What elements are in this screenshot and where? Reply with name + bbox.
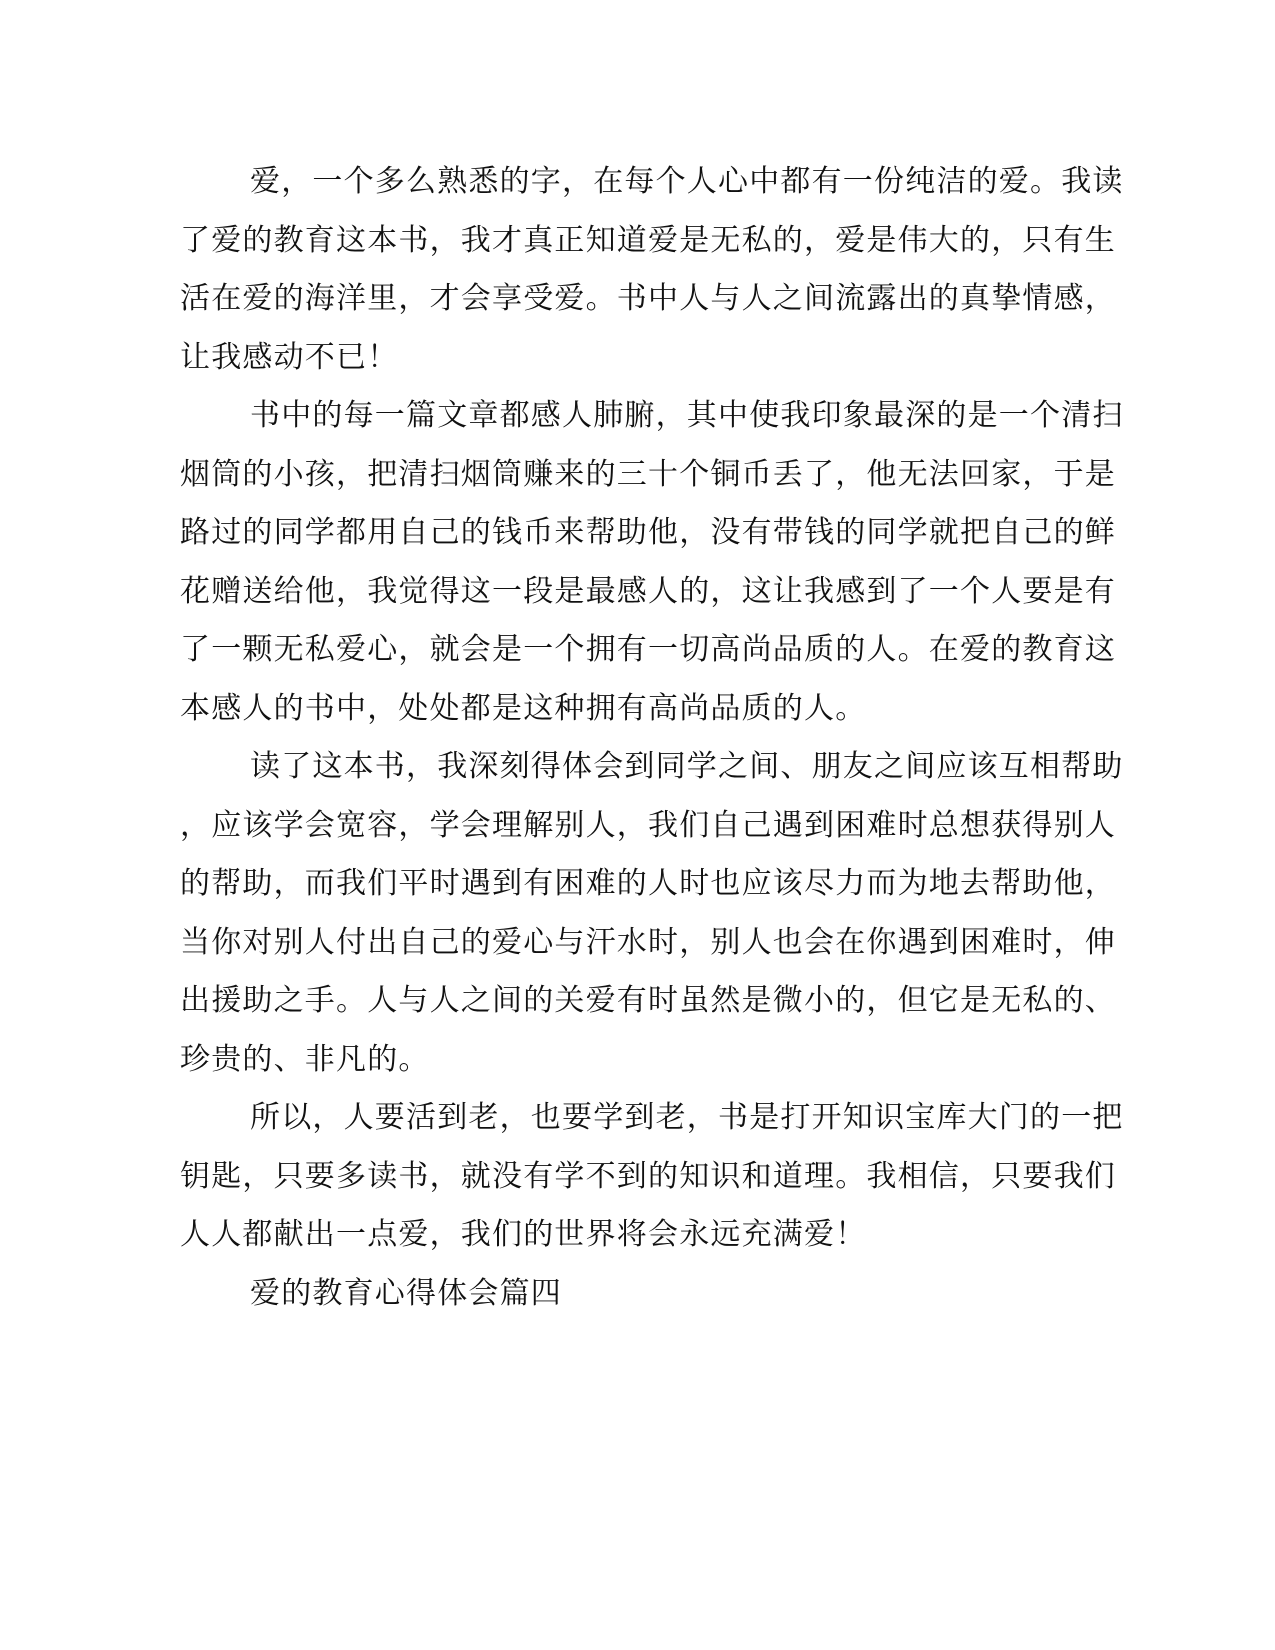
text-line: 了一颗无私爱心，就会是一个拥有一切高尚品质的人。在爱的教育这	[180, 632, 1116, 667]
text-line: 的帮助，而我们平时遇到有困难的人时也应该尽力而为地去帮助他，	[180, 866, 1116, 901]
text-line: 本感人的书中，处处都是这种拥有高尚品质的人。	[180, 691, 867, 726]
text-line: 烟筒的小孩，把清扫烟筒赚来的三十个铜币丢了，他无法回家，于是	[180, 457, 1116, 492]
text-line: ，应该学会宽容，学会理解别人，我们自己遇到困难时总想获得别人	[180, 808, 1116, 843]
text-line: 珍贵的、非凡的。	[180, 1042, 430, 1077]
text-line: 活在爱的海洋里，才会享受爱。书中人与人之间流露出的真挚情感，	[180, 281, 1116, 316]
text-line: 爱，一个多么熟悉的字，在每个人心中都有一份纯洁的爱。我读	[250, 164, 1124, 199]
text-line: 了爱的教育这本书，我才真正知道爱是无私的，爱是伟大的，只有生	[180, 223, 1116, 258]
text-line: 人人都献出一点爱，我们的世界将会永远充满爱！	[180, 1217, 867, 1252]
text-line: 出援助之手。人与人之间的关爱有时虽然是微小的，但它是无私的、	[180, 983, 1116, 1018]
text-line: 让我感动不已！	[180, 340, 399, 375]
section-heading: 爱的教育心得体会篇四	[250, 1276, 562, 1311]
text-line: 花赠送给他，我觉得这一段是最感人的，这让我感到了一个人要是有	[180, 574, 1116, 609]
text-line: 所以，人要活到老，也要学到老，书是打开知识宝库大门的一把	[250, 1100, 1124, 1135]
text-line: 当你对别人付出自己的爱心与汗水时，别人也会在你遇到困难时，伸	[180, 925, 1116, 960]
text-line: 读了这本书，我深刻得体会到同学之间、朋友之间应该互相帮助	[250, 749, 1124, 784]
text-line: 书中的每一篇文章都感人肺腑，其中使我印象最深的是一个清扫	[250, 398, 1124, 433]
text-line: 钥匙，只要多读书，就没有学不到的知识和道理。我相信，只要我们	[180, 1159, 1116, 1194]
text-line: 路过的同学都用自己的钱币来帮助他，没有带钱的同学就把自己的鲜	[180, 515, 1116, 550]
